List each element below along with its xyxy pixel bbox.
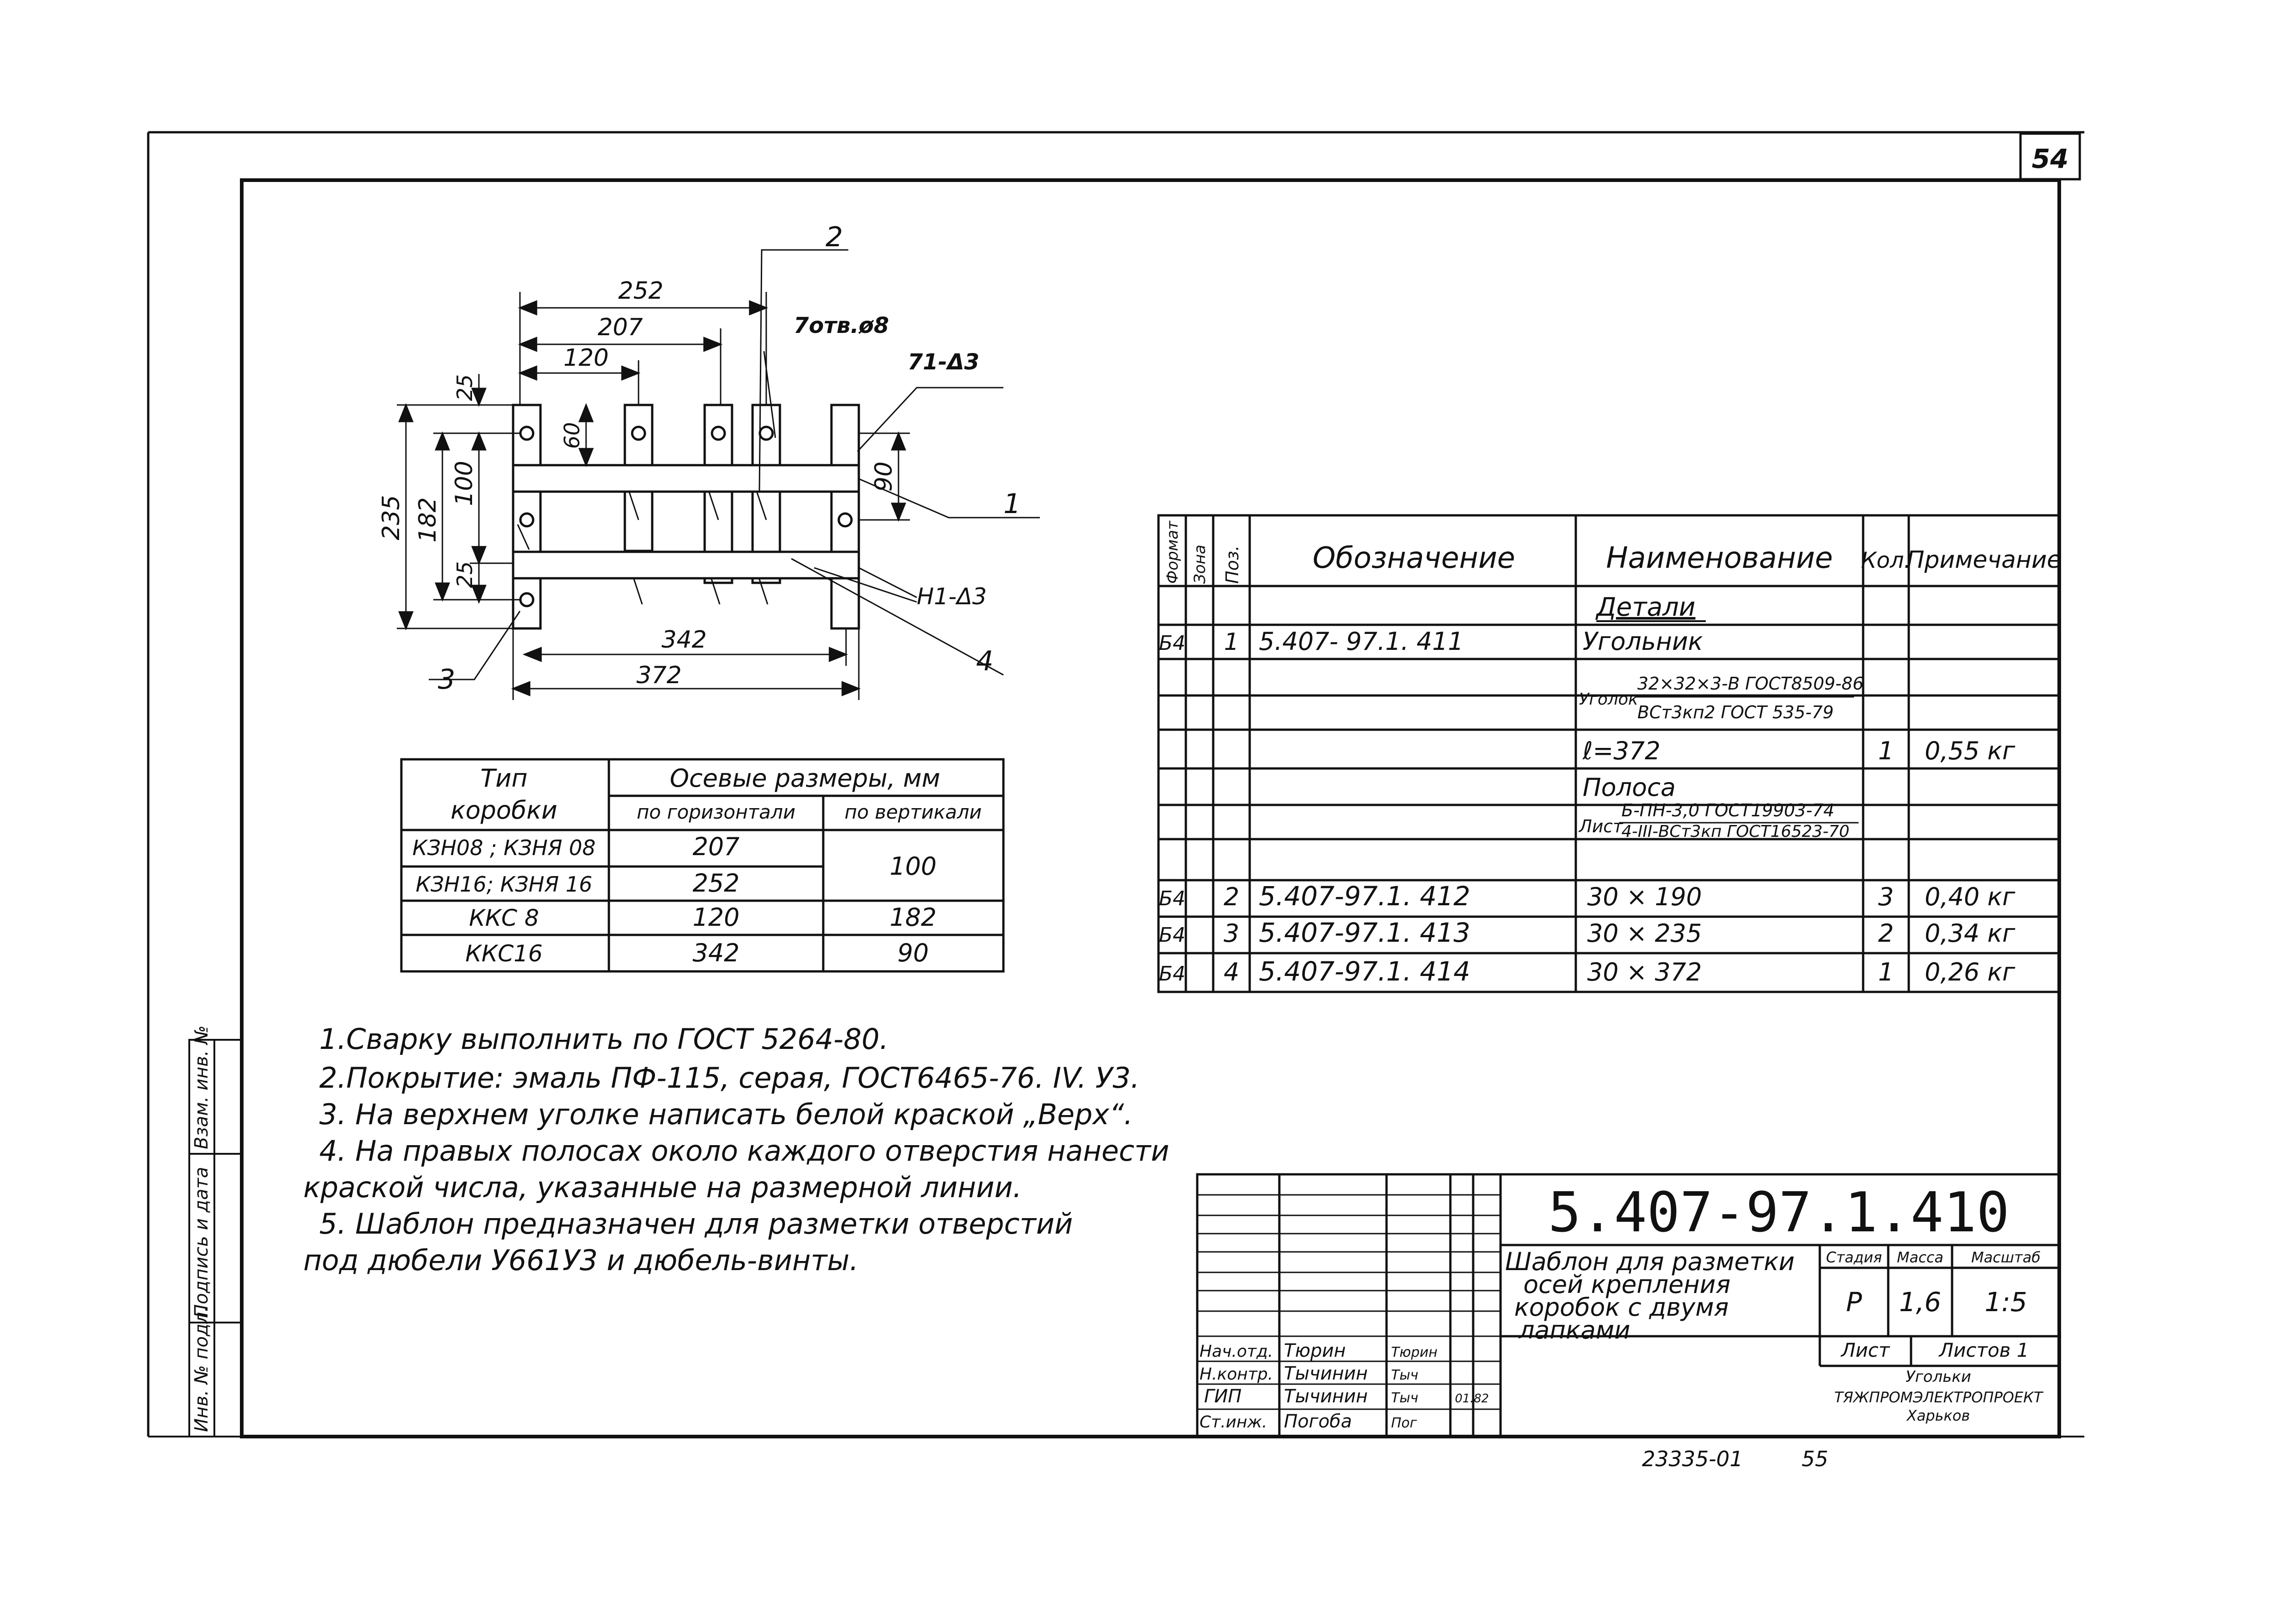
- box-row-type: ККС16: [465, 940, 543, 967]
- spec-item-name: 30 × 372: [1587, 958, 1702, 986]
- signature: Тюрин: [1391, 1344, 1438, 1360]
- spec-item-qty: 2: [1878, 919, 1894, 948]
- note-line: 5. Шаблон предназначен для разметки отверстий: [319, 1207, 1073, 1240]
- company-line-1: Угольки: [1906, 1368, 1971, 1386]
- scale-value: 1:5: [1984, 1287, 2027, 1318]
- sheet-number: 54: [2031, 143, 2069, 174]
- spec-header-designation: Обозначение: [1312, 541, 1516, 575]
- box-row-type: КЗН08 ; КЗНЯ 08: [412, 835, 596, 860]
- spec-row-1: [1159, 627, 1703, 656]
- stage-value: Р: [1846, 1287, 1862, 1318]
- box-row-v: 90: [897, 939, 929, 967]
- note-line: 1.Сварку выполнить по ГОСТ 5264-80.: [319, 1022, 889, 1056]
- role-label: Н.контр.: [1200, 1365, 1273, 1384]
- dim-252: 252: [618, 277, 664, 305]
- spec-angle-num: 32×32×3-В ГОСТ8509-86: [1637, 674, 1864, 694]
- spec-sheet-num: Б-ПН-3,0 ГОСТ19903-74: [1621, 800, 1834, 820]
- spec-length-qty: 1: [1878, 737, 1894, 765]
- signature: Тыч: [1391, 1367, 1418, 1383]
- role-label: Нач.отд.: [1200, 1342, 1273, 1361]
- signature: Тыч: [1391, 1390, 1418, 1406]
- note-line: под дюбели У661У3 и дюбель-винты.: [303, 1244, 859, 1277]
- spec-cell-pos: 1: [1224, 628, 1239, 656]
- callout-pos-1: 1: [1003, 488, 1021, 520]
- spec-angle-den: ВСт3кп2 ГОСТ 535-79: [1637, 702, 1834, 722]
- spec-sheet-den: 4-III-ВСт3кп ГОСТ16523-70: [1621, 822, 1850, 841]
- vzam-inv-label: Взам. инв. №: [191, 1025, 212, 1149]
- spec-item-note: 0,34 кг: [1925, 919, 2015, 948]
- callout-holes: 7отв.ø8: [794, 313, 889, 338]
- box-row-type: КЗН16; КЗНЯ 16: [415, 872, 592, 897]
- spec-item-rows: [1159, 881, 2015, 987]
- box-col-type-header-1: Тип: [480, 764, 528, 793]
- box-row-h: 207: [692, 832, 740, 861]
- spec-header-name: Наименование: [1606, 541, 1833, 575]
- callout-pos-4: 4: [976, 645, 994, 677]
- box-row-h: 120: [692, 903, 740, 932]
- spec-item-format: Б4: [1158, 887, 1186, 910]
- spec-header-qty: Кол.: [1861, 548, 1911, 573]
- box-row-h: 342: [692, 939, 740, 967]
- spec-strip-title: Полоса: [1583, 773, 1676, 802]
- company-line-2: ТЯЖПРОМЭЛЕКТРОПРОЕКТ: [1834, 1389, 2043, 1406]
- callout-weld-top: 71-Δ3: [908, 349, 980, 375]
- dim-207: 207: [597, 314, 643, 341]
- box-row-h: 252: [692, 869, 740, 898]
- signature: Пог: [1391, 1415, 1417, 1431]
- role-label: Ст.инж.: [1200, 1413, 1267, 1432]
- box-sub-horizontal: по горизонтали: [636, 801, 796, 823]
- drawing-title: [1505, 1247, 1795, 1344]
- spec-item-name: 30 × 235: [1587, 919, 1702, 948]
- scale-label: Масштаб: [1971, 1249, 2041, 1266]
- note-line: 2.Покрытие: эмаль ПФ-115, серая, ГОСТ6465-76. IV. У3.: [319, 1061, 1140, 1095]
- note-line: 3. На верхнем уголке написать белой краской „Верх“.: [319, 1098, 1133, 1131]
- spec-length-name: ℓ=372: [1583, 737, 1661, 765]
- person-name: Погоба: [1284, 1411, 1352, 1432]
- spec-item-format: Б4: [1158, 924, 1186, 947]
- spec-sheet-prefix: Лист: [1579, 816, 1623, 836]
- box-row-v: 182: [889, 903, 937, 932]
- box-col-dims-header: Осевые размеры, мм: [670, 764, 940, 793]
- role-label: ГИП: [1204, 1386, 1242, 1407]
- archive-number: 23335-01: [1642, 1447, 1743, 1471]
- archive-page: 55: [1802, 1447, 1828, 1471]
- title-line: Шаблон для разметки: [1505, 1247, 1795, 1276]
- spec-item-qty: 1: [1878, 958, 1894, 986]
- spec-length-note: 0,55 кг: [1925, 737, 2015, 765]
- spec-item-note: 0,40 кг: [1925, 882, 2015, 911]
- dim-120: 120: [563, 344, 609, 372]
- title-line: коробок с двумя: [1514, 1293, 1729, 1322]
- spec-item-designation: 5.407-97.1. 414: [1259, 956, 1470, 987]
- box-row-type: ККС 8: [469, 905, 539, 931]
- stage-label: Стадия: [1826, 1249, 1882, 1266]
- spec-length-row: [1582, 737, 2015, 765]
- dimension-texts: [378, 221, 1021, 695]
- spec-cell-name: Угольник: [1583, 627, 1703, 656]
- box-sub-vertical: по вертикали: [844, 801, 982, 823]
- spec-item-pos: 2: [1223, 882, 1240, 911]
- technical-notes: [303, 1022, 1169, 1277]
- dim-235: 235: [378, 495, 405, 540]
- box-merged-vertical: 100: [889, 852, 937, 881]
- signature-rows: [1200, 1340, 1489, 1432]
- dim-372: 372: [636, 662, 682, 689]
- dim-25-mid: 25: [452, 561, 477, 588]
- spec-angle-prefix: Уголок: [1579, 690, 1638, 709]
- note-line: краской числа, указанные на размерной линии.: [303, 1171, 1022, 1204]
- spec-item-note: 0,26 кг: [1925, 958, 2015, 986]
- dim-342: 342: [661, 626, 707, 654]
- mass-label: Масса: [1896, 1249, 1944, 1266]
- spec-item-name: 30 × 190: [1587, 882, 1702, 911]
- spec-cell-designation: 5.407- 97.1. 411: [1259, 627, 1464, 656]
- sheets-label: Листов 1: [1939, 1339, 2029, 1361]
- person-name: Тюрин: [1284, 1340, 1346, 1361]
- spec-item-pos: 4: [1223, 958, 1240, 986]
- person-name: Тычинин: [1284, 1363, 1368, 1384]
- callout-weld-bottom: Н1-Δ3: [917, 583, 987, 610]
- spec-item-designation: 5.407-97.1. 412: [1259, 881, 1470, 912]
- company-line-3: Харьков: [1906, 1407, 1970, 1424]
- spec-item-pos: 3: [1223, 919, 1240, 948]
- spec-section-title: Детали: [1596, 592, 1696, 622]
- spec-header-pos: Поз.: [1222, 545, 1242, 584]
- dim-100: 100: [451, 461, 478, 506]
- mass-value: 1,6: [1899, 1287, 1942, 1318]
- spec-item-format: Б4: [1158, 962, 1186, 986]
- spec-header-format: Формат: [1163, 521, 1182, 584]
- spec-item-qty: 3: [1878, 882, 1894, 911]
- dim-25-top: 25: [452, 374, 477, 401]
- spec-header-note: Примечание: [1906, 546, 2062, 574]
- title-line: лапками: [1519, 1316, 1631, 1344]
- box-col-type-header-2: коробки: [451, 796, 557, 825]
- drawing-code: 5.407-97.1.410: [1548, 1181, 2010, 1245]
- spec-header-zone: Зона: [1191, 545, 1209, 584]
- callout-pos-3: 3: [438, 664, 456, 695]
- dim-182: 182: [414, 497, 441, 543]
- spec-cell-format: Б4: [1158, 632, 1186, 655]
- podpis-label: Подпись и дата: [191, 1167, 212, 1318]
- dim-90: 90: [870, 461, 898, 492]
- inv-podl-label: Инв. № подл.: [191, 1306, 212, 1432]
- dim-60: 60: [560, 422, 584, 449]
- person-name: Тычинин: [1284, 1386, 1368, 1407]
- title-line: осей крепления: [1523, 1270, 1731, 1299]
- note-line: 4. На правых полосах около каждого отверстия нанести: [319, 1134, 1169, 1167]
- callout-pos-2: 2: [826, 221, 843, 253]
- sheet-label: Лист: [1841, 1339, 1890, 1361]
- spec-item-designation: 5.407-97.1. 413: [1259, 917, 1470, 948]
- sign-date: 01.82: [1455, 1392, 1489, 1406]
